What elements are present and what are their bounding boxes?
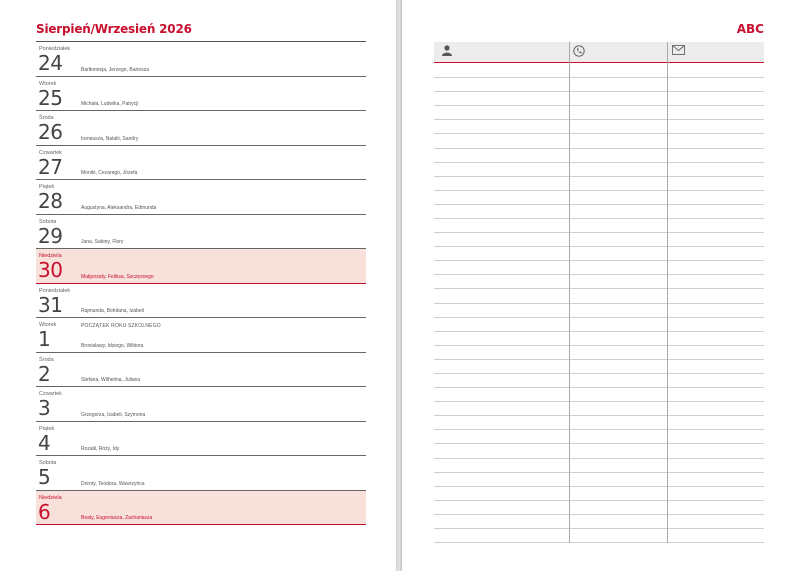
contact-row-line (434, 415, 764, 416)
day-number: 27 (38, 154, 63, 179)
column-separator (569, 42, 570, 543)
day-name: Poniedziałek (39, 46, 71, 52)
name-days: Jana, Sabiny, Flory (81, 239, 124, 245)
contact-row-line (434, 176, 764, 177)
contact-row-line (434, 162, 764, 163)
month-title: Sierpień/Wrzesień 2026 (36, 22, 192, 36)
day-row (36, 456, 366, 491)
day-name: Piątek (39, 184, 55, 190)
name-days: Beaty, Eugeniusza, Zachariasza (81, 515, 153, 521)
contact-row-line (434, 345, 764, 346)
contact-row-line (434, 373, 764, 374)
contact-row-line (434, 105, 764, 106)
contact-row-line (434, 204, 764, 205)
day-name: Środa (39, 356, 54, 363)
day-name: Niedziela (39, 494, 62, 501)
contact-row-line (434, 458, 764, 459)
day-list (36, 42, 366, 525)
right-page (402, 0, 800, 571)
name-days: Michała, Ludwika, Patrycji (81, 101, 139, 107)
day-name: Wtorek (39, 80, 57, 87)
day-number: 24 (38, 51, 63, 75)
contact-row-line (434, 317, 764, 318)
name-days: Moniki, Cezarego, Józefa (81, 170, 138, 176)
contact-row-line (434, 401, 764, 402)
contact-row-line (434, 91, 764, 92)
day-name: Czwartek (39, 149, 62, 156)
contact-row-line (434, 500, 764, 501)
day-row (36, 146, 366, 181)
day-number: 4 (38, 430, 51, 455)
envelope-icon (672, 45, 685, 58)
day-number: 6 (38, 499, 51, 524)
name-days: Rozalii, Róży, Idy (81, 446, 120, 452)
column-separator (667, 42, 668, 543)
day-number: 5 (38, 465, 51, 489)
contact-row-line (434, 119, 764, 120)
day-name: Piątek (39, 425, 55, 432)
contact-row-line (434, 359, 764, 360)
contact-row-line (434, 387, 764, 388)
contact-row-line (434, 246, 764, 247)
name-days: Bartłomieja, Jerzego, Bartosza (81, 66, 150, 73)
day-number: 25 (38, 85, 63, 110)
contact-row-line (434, 232, 764, 233)
contact-row-line (434, 303, 764, 304)
contact-row-line (434, 472, 764, 473)
name-days: Doroty, Teodora, Wawrzyńca (81, 480, 145, 487)
name-days: Małgorzaty, Feliksa, Szczęsnego (81, 273, 154, 280)
day-number: 3 (38, 396, 51, 420)
contact-row-line (434, 260, 764, 261)
section-label: ABC (736, 22, 764, 36)
contact-row-line (434, 486, 764, 487)
contacts-header (434, 42, 764, 63)
contact-row-line (434, 133, 764, 134)
day-row (36, 42, 366, 77)
day-number: 31 (38, 292, 63, 317)
contact-row-line (434, 274, 764, 275)
day-row (36, 353, 366, 388)
day-name: Sobota (39, 460, 57, 466)
name-days: Augustyna, Aleksandra, Edmunda (81, 204, 157, 211)
day-row (36, 284, 366, 319)
day-number: 2 (38, 361, 51, 386)
day-number: 26 (38, 120, 63, 144)
contact-row-line (434, 288, 764, 289)
contact-row-line (434, 443, 764, 444)
day-name: Czwartek (39, 391, 62, 397)
day-number: 1 (38, 327, 51, 351)
phone-icon (573, 45, 585, 60)
contact-row-line (434, 528, 764, 529)
contact-row-line (434, 542, 764, 543)
name-days: Bronisławy, Idziego, Wiktora (81, 342, 144, 349)
day-row (36, 318, 366, 353)
name-days: Ireneusza, Natalii, Sandry (81, 135, 139, 142)
day-name: Niedziela (39, 253, 62, 259)
left-page (0, 0, 396, 571)
day-row (36, 249, 366, 284)
contact-row-line (434, 331, 764, 332)
contact-row-line (434, 514, 764, 515)
day-row (36, 215, 366, 250)
contact-row-line (434, 77, 764, 78)
day-number: 30 (38, 258, 63, 282)
day-name: Wtorek (39, 322, 57, 328)
day-row (36, 111, 366, 146)
day-name: Sobota (39, 218, 57, 225)
day-row (36, 180, 366, 215)
contact-row-line (434, 190, 764, 191)
name-days: Grzegorza, Izabeli, Szymona (81, 411, 146, 418)
day-number: 28 (38, 189, 63, 213)
day-number: 29 (38, 223, 63, 248)
day-event: POCZĄTEK ROKU SZKOLNEGO (81, 323, 161, 329)
day-row (36, 422, 366, 457)
day-row (36, 77, 366, 112)
day-name: Środa (39, 115, 54, 121)
person-icon (441, 45, 453, 59)
contacts-table (434, 42, 764, 543)
contact-row-line (434, 148, 764, 149)
contact-row-line (434, 218, 764, 219)
contact-row-line (434, 429, 764, 430)
day-row (36, 491, 366, 526)
name-days: Rajmunda, Bohdana, Izabeli (81, 308, 144, 314)
name-days: Stefana, Wilhelma, Juliana (81, 377, 141, 383)
day-name: Poniedziałek (39, 287, 71, 294)
day-row (36, 387, 366, 422)
